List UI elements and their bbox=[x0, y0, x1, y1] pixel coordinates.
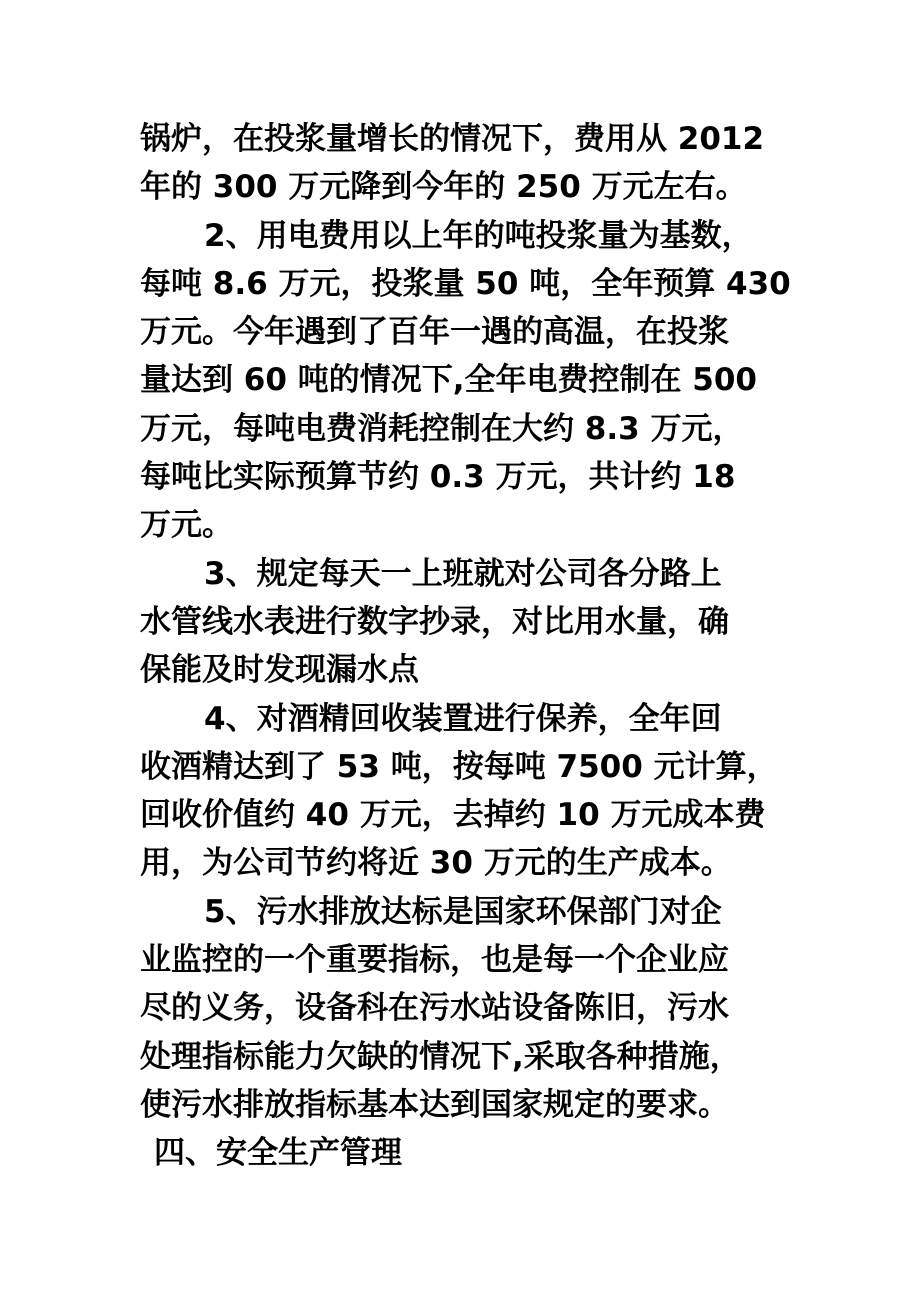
text-line: 业监控的一个重要指标，也是每一个企业应 bbox=[140, 942, 729, 979]
text-line: 万元。 bbox=[140, 507, 233, 544]
text-line: 每吨比实际预算节约 0.3 万元，共计约 18 bbox=[140, 459, 736, 496]
text-line: 收酒精达到了 53 吨，按每吨 7500 元计算， bbox=[140, 748, 778, 785]
text-line: 处理指标能力欠缺的情况下,采取各种措施， bbox=[140, 1038, 741, 1075]
paragraph-3-start: 3、规定每天一上班就对公司各分路上 bbox=[204, 555, 722, 592]
paragraph-4-start: 4、对酒精回收装置进行保养，全年回 bbox=[204, 700, 722, 737]
section-heading: 四、安全生产管理 bbox=[154, 1135, 402, 1172]
paragraph-5-start: 5、污水排放达标是国家环保部门对企 bbox=[204, 893, 722, 930]
text-line: 锅炉，在投浆量增长的情况下，费用从 2012 bbox=[140, 121, 765, 157]
text-line: 每吨 8.6 万元，投浆量 50 吨，全年预算 430 bbox=[140, 265, 791, 302]
text-line: 万元，每吨电费消耗控制在大约 8.3 万元， bbox=[140, 410, 744, 447]
text-line: 尽的义务，设备科在污水站设备陈旧，污水 bbox=[140, 990, 729, 1027]
text-line: 水管线水表进行数字抄录，对比用水量，确 bbox=[140, 603, 729, 640]
text-line: 万元。今年遇到了百年一遇的高温，在投浆 bbox=[140, 314, 729, 351]
text-line: 量达到 60 吨的情况下,全年电费控制在 500 bbox=[140, 362, 758, 399]
text-line: 年的 300 万元降到今年的 250 万元左右。 bbox=[140, 169, 747, 206]
paragraph-2-start: 2、用电费用以上年的吨投浆量为基数， bbox=[204, 217, 753, 254]
text-line: 回收价值约 40 万元，去掉约 10 万元成本费 bbox=[140, 797, 766, 834]
text-line: 使污水排放指标基本达到国家规定的要求。 bbox=[140, 1086, 729, 1123]
text-line: 保能及时发现漏水点 bbox=[140, 652, 419, 689]
document-body bbox=[140, 115, 791, 1178]
text-line: 用，为公司节约将近 30 万元的生产成本。 bbox=[140, 845, 732, 882]
